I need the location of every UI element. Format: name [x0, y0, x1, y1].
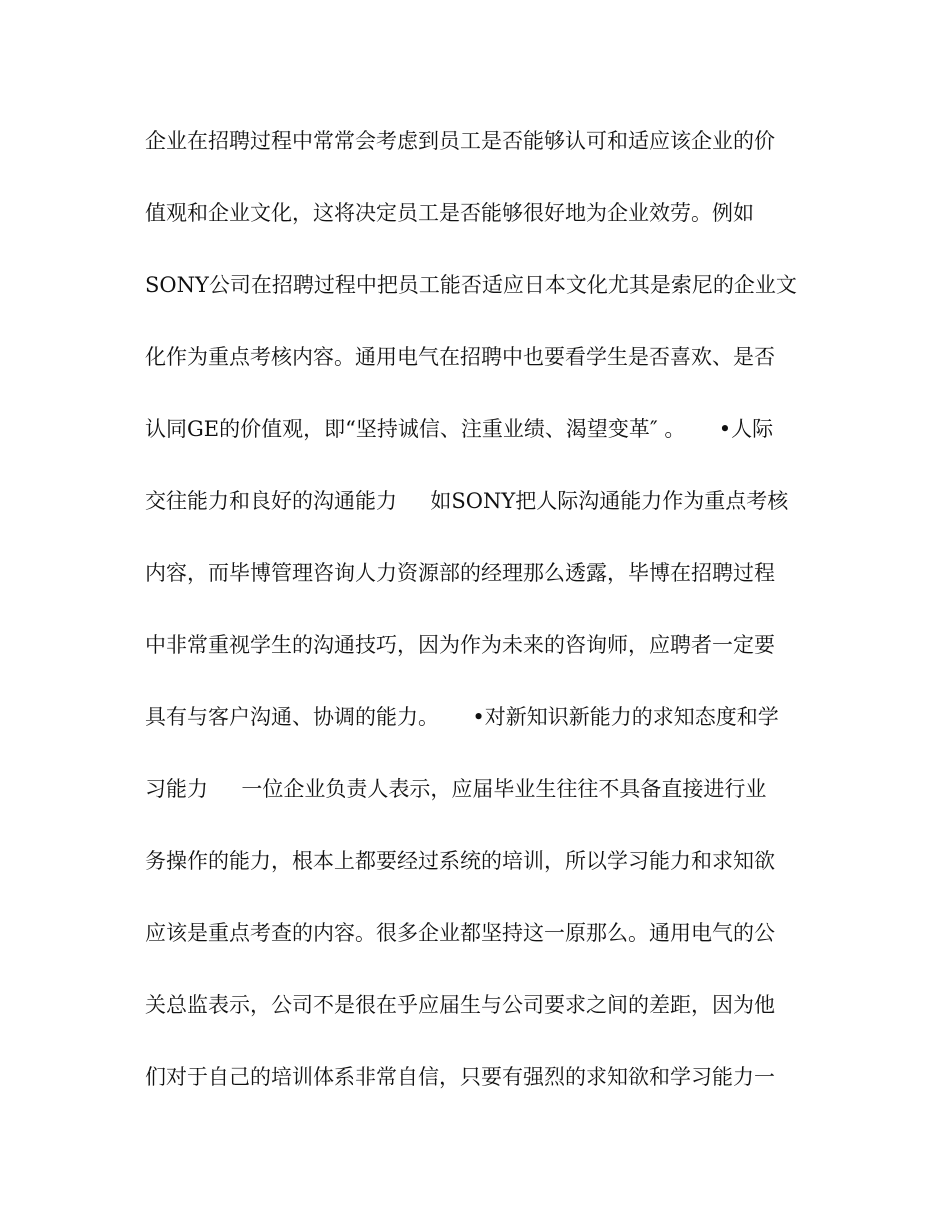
text-line: 认同GE的价值观，即“坚持诚信、注重业绩、渴望变革″ 。 •人际 — [145, 417, 774, 441]
text-line: 们对于自己的培训体系非常自信，只要有强烈的求知欲和学习能力一 — [145, 1065, 775, 1089]
text-line: 应该是重点考查的内容。很多企业都坚持这一原那么。通用电气的公 — [145, 921, 775, 945]
text-line: 企业在招聘过程中常常会考虑到员工是否能够认可和适应该企业的价 — [145, 129, 775, 153]
text-line: 化作为重点考核内容。通用电气在招聘中也要看学生是否喜欢、是否 — [145, 345, 775, 369]
text-line: 务操作的能力，根本上都要经过系统的培训，所以学习能力和求知欲 — [145, 849, 775, 873]
text-line: 中非常重视学生的沟通技巧，因为作为未来的咨询师，应聘者一定要 — [145, 633, 775, 657]
text-line: 交往能力和良好的沟通能力 如SONY把人际沟通能力作为重点考核 — [145, 489, 789, 513]
text-line: 习能力 一位企业负责人表示，应届毕业生往往不具备直接进行业 — [145, 777, 767, 801]
text-line: 内容，而毕博管理咨询人力资源部的经理那么透露，毕博在招聘过程 — [145, 561, 775, 585]
text-line: 值观和企业文化，这将决定员工是否能够很好地为企业效劳。例如 — [145, 201, 754, 225]
text-line: 关总监表示，公司不是很在乎应届生与公司要求之间的差距，因为他 — [145, 993, 775, 1017]
text-line: 具有与客户沟通、协调的能力。 •对新知识新能力的求知态度和学 — [145, 705, 779, 729]
text-line: SONY公司在招聘过程中把员工能否适应日本文化尤其是索尼的企业文 — [145, 273, 797, 297]
body-text — [145, 118, 815, 1126]
